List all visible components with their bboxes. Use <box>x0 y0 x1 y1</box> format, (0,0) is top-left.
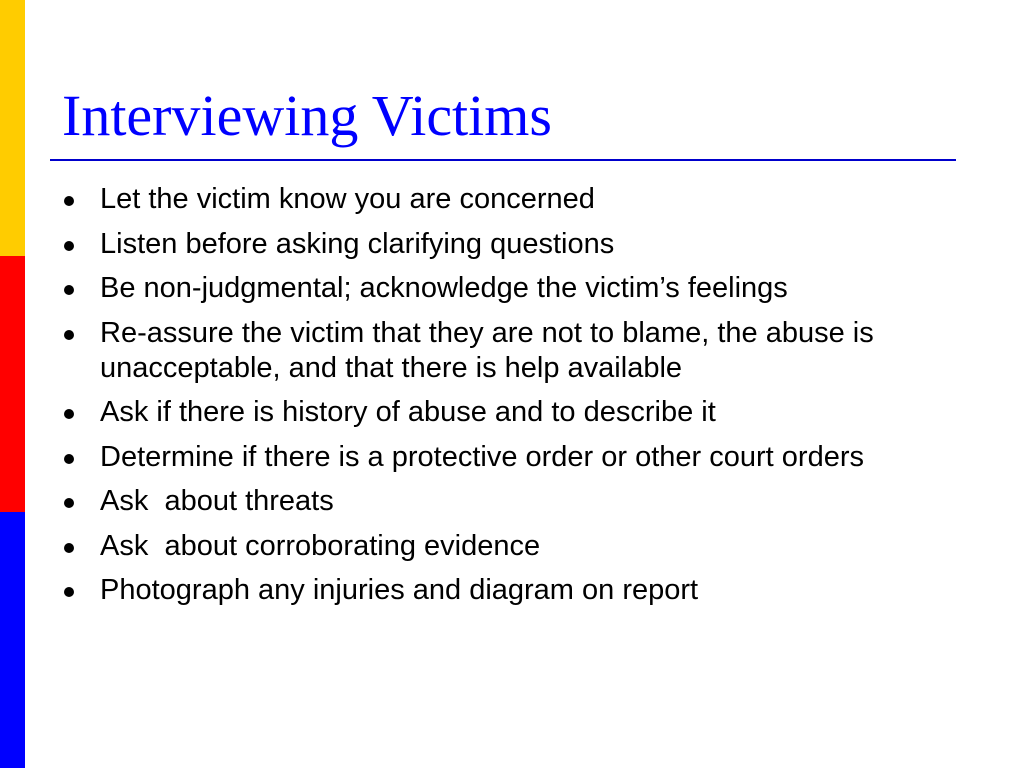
bullet-text: Photograph any injuries and diagram on report <box>100 574 699 606</box>
bullet-dot-icon <box>64 196 74 206</box>
bullet-dot-icon <box>64 543 74 553</box>
bullet-item <box>62 227 962 262</box>
side-bar-red-segment <box>0 256 25 512</box>
bullet-text: Ask about threats <box>100 485 334 517</box>
bullet-dot-icon <box>64 498 74 508</box>
bullet-item <box>62 395 962 430</box>
bullet-item <box>62 316 962 386</box>
bullet-dot-icon <box>64 587 74 597</box>
bullet-text: Re-assure the victim that they are not to blame, the abuse is unacceptable, and that there is help available <box>100 316 874 384</box>
bullet-text: Determine if there is a protective order or other court orders <box>100 440 864 473</box>
decorative-side-bar <box>0 0 25 768</box>
bullet-item <box>62 573 962 608</box>
bullet-dot-icon <box>64 285 74 295</box>
title-underline <box>50 159 956 161</box>
bullet-dot-icon <box>64 241 74 251</box>
bullet-text: Ask about corroborating evidence <box>100 529 541 562</box>
bullet-text: Let the victim know you are concerned <box>100 183 595 215</box>
bullet-dot-icon <box>64 409 74 419</box>
slide-title: Interviewing Victims <box>62 83 552 148</box>
bullet-item <box>62 271 962 306</box>
bullet-list <box>62 182 962 618</box>
bullet-text: Ask if there is history of abuse and to describe it <box>100 396 716 428</box>
bullet-item <box>62 529 962 564</box>
side-bar-blue-segment <box>0 512 25 768</box>
bullet-text: Listen before asking clarifying questions <box>100 227 615 260</box>
bullet-dot-icon <box>64 330 74 340</box>
bullet-item <box>62 182 962 217</box>
bullet-item <box>62 440 962 475</box>
bullet-item <box>62 484 962 519</box>
bullet-dot-icon <box>64 454 74 464</box>
side-bar-yellow-segment <box>0 0 25 256</box>
bullet-text: Be non-judgmental; acknowledge the victim’s feelings <box>100 272 788 304</box>
